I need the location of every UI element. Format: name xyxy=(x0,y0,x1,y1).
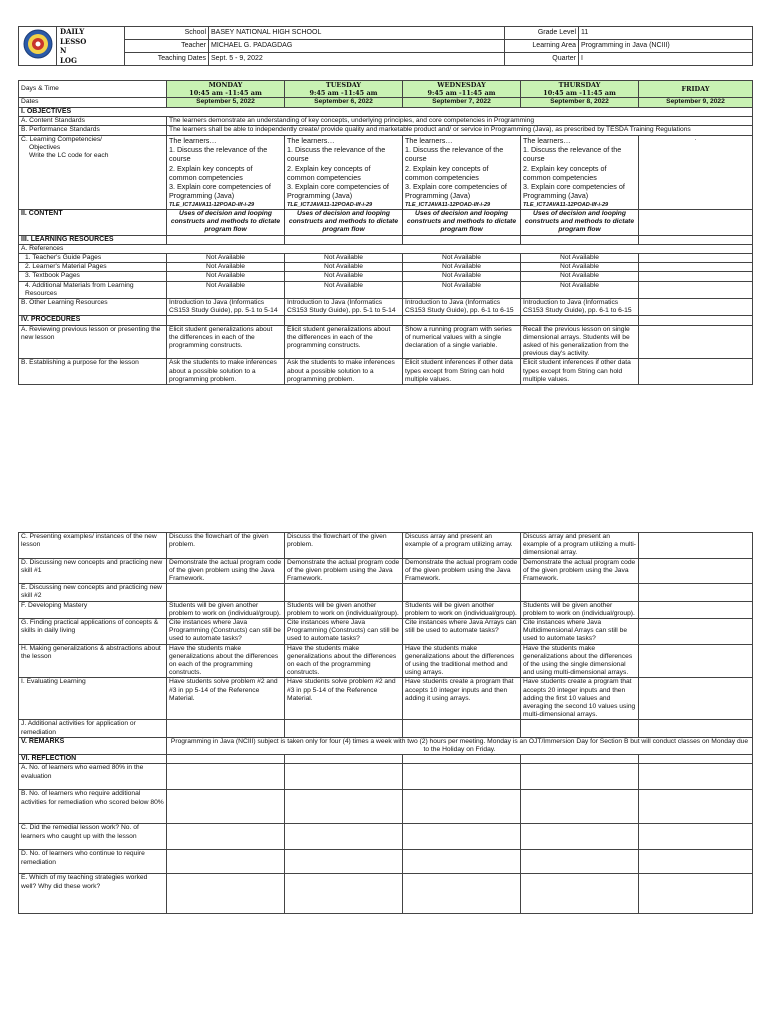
empty-cell xyxy=(167,584,285,601)
empty-cell xyxy=(167,850,285,874)
lc-code: TLE_ICTJAVA11-12POAD-IIf-i-29 xyxy=(523,201,609,208)
teacher-value: MICHAEL G. PADAGDAG xyxy=(209,40,505,53)
competencies-cell xyxy=(285,135,403,209)
objectives-heading: I. OBJECTIVES xyxy=(19,108,753,117)
procedure-a-cell: Show a running program with series of numerical values with a single declaration of a single variable. xyxy=(403,325,521,359)
competencies-cell xyxy=(521,135,639,209)
seal-icon xyxy=(23,29,53,59)
date-cell: September 8, 2022 xyxy=(521,98,639,108)
days-row xyxy=(19,81,753,98)
empty-cell xyxy=(285,235,403,244)
procedure-d-cell: Demonstrate the actual program code of the given problem using the Java Framework. xyxy=(521,558,639,584)
not-available: Not Available xyxy=(167,263,285,272)
lc-label-line: C. Learning Competencies/ xyxy=(21,135,103,143)
procedure-g-cell: Cite instances where Java Programming (Constructs) can still be used to automate tasks? xyxy=(167,619,285,645)
not-available: Not Available xyxy=(521,263,639,272)
day-monday xyxy=(167,81,285,98)
procedure-b-cell: Elicit student inferences if other data types except from String can hold multiple values. xyxy=(521,359,639,385)
empty-cell xyxy=(639,298,753,315)
empty-cell xyxy=(521,720,639,737)
procedure-f-cell: Students will be given another problem to work on (individual/group). xyxy=(285,601,403,618)
procedure-h-cell: Have the students make generalizations about the differences on each of the programming constructs. xyxy=(167,644,285,678)
area-value: Programming in Java (NCIII) xyxy=(579,40,753,53)
procedure-a-cell: Elicit student generalizations about the differences in each of the programming constructs. xyxy=(167,325,285,359)
empty-cell xyxy=(639,533,753,559)
content-standards-text: The learners demonstrate an understanding of key concepts, underlying principles, and core competencies in Programming xyxy=(167,117,753,126)
performance-standards-label: B. Performance Standards xyxy=(19,126,167,135)
procedure-b-cell: Elicit student inferences if other data types except from String can hold multiple values. xyxy=(403,359,521,385)
empty-cell xyxy=(639,720,753,737)
procedure-i-label: I. Evaluating Learning xyxy=(19,678,167,720)
reflection-e-label: E. Which of my teaching strategies worked well? Why did these work? xyxy=(19,874,167,914)
empty-cell xyxy=(639,619,753,645)
empty-cell xyxy=(639,790,753,824)
empty-cell xyxy=(639,209,753,235)
content-text: Uses of decision and looping constructs and methods to dictate program flow xyxy=(285,209,403,235)
not-available: Not Available xyxy=(403,263,521,272)
empty-cell xyxy=(403,850,521,874)
procedure-c-cell: Discuss the flowchart of the given problem. xyxy=(167,533,285,559)
reflection-d-label: D. No. of learners who continue to require remediation xyxy=(19,850,167,874)
empty-cell xyxy=(639,678,753,720)
not-available: Not Available xyxy=(521,272,639,281)
procedure-i-cell: Have students solve problem #2 and #3 in pp 5-14 of the Reference Material. xyxy=(285,678,403,720)
procedure-i-cell: Have students create a program that accepts 10 integer inputs and then adding it using arrays. xyxy=(403,678,521,720)
empty-cell xyxy=(167,824,285,850)
empty-cell xyxy=(167,316,285,325)
dll-table-page-2 xyxy=(18,532,753,914)
content-text: Uses of decision and looping constructs and methods to dictate program flow xyxy=(403,209,521,235)
empty-cell xyxy=(639,359,753,385)
header-table xyxy=(18,26,753,66)
deped-seal xyxy=(19,27,57,66)
performance-standards-text: The learners shall be able to independently create/ provide quality and marketable product and/ or service in Programming (Java), as prescribed by TESDA Training Regulations xyxy=(167,126,753,135)
day-thursday xyxy=(521,81,639,98)
procedure-d-cell: Demonstrate the actual program code of the given problem using the Java Framework. xyxy=(403,558,521,584)
empty-cell xyxy=(285,720,403,737)
lc-text: The learners… 1. Discuss the relevance of the course 2. Explain key concepts of common competencies 3. Explain core competencies of Programming (Java) xyxy=(523,135,625,201)
lc-text: The learners… 1. Discuss the relevance of the course 2. Explain key concepts of common competencies 3. Explain core competencies of Programming (Java) xyxy=(287,135,389,201)
procedure-e-label: E. Discussing new concepts and practicing new skill #2 xyxy=(19,584,167,601)
day-time: 10:45 am -11:45 am xyxy=(189,89,262,97)
empty-cell xyxy=(403,755,521,764)
empty-cell xyxy=(639,850,753,874)
procedure-d-cell: Demonstrate the actual program code of the given problem using the Java Framework. xyxy=(285,558,403,584)
not-available: Not Available xyxy=(167,272,285,281)
empty-cell xyxy=(639,764,753,790)
empty-cell xyxy=(167,874,285,914)
empty-cell xyxy=(403,584,521,601)
page-one xyxy=(18,26,752,385)
procedure-b-cell: Ask the students to make inferences about a possible solution to a programming problem. xyxy=(285,359,403,385)
procedure-h-cell: Have the students make generalizations about the differences of the using the single dimensional and using multi-dimensional arrays. xyxy=(521,644,639,678)
lc-code: TLE_ICTJAVA11-12POAD-IIf-i-29 xyxy=(169,201,255,208)
empty-cell xyxy=(521,850,639,874)
day-time: 9:45 am -11:45 am xyxy=(427,89,496,97)
dates-value: Sept. 5 - 9, 2022 xyxy=(209,53,505,66)
competencies-label xyxy=(19,135,167,209)
teachers-guide-label: 1. Teacher's Guide Pages xyxy=(19,253,167,262)
empty-cell xyxy=(639,253,753,262)
reflection-b-label: B. No. of learners who require additional activities for remediation who scored below 80% xyxy=(19,790,167,824)
empty-cell xyxy=(521,764,639,790)
procedure-b-label: B. Establishing a purpose for the lesson xyxy=(19,359,167,385)
procedure-h-label: H. Making generalizations & abstractions about the lesson xyxy=(19,644,167,678)
not-available: Not Available xyxy=(167,253,285,262)
competencies-row xyxy=(19,135,753,209)
not-available: Not Available xyxy=(285,281,403,298)
lc-text: The learners… 1. Discuss the relevance of the course 2. Explain key concepts of common competencies 3. Explain core competencies of Programming (Java) xyxy=(169,135,271,201)
dates-row xyxy=(19,98,753,108)
not-available: Not Available xyxy=(285,272,403,281)
empty-cell xyxy=(285,755,403,764)
not-available: Not Available xyxy=(285,253,403,262)
other-resource: Introduction to Java (Informatics CS153 Study Guide), pp. 5-1 to 5-14 xyxy=(285,298,403,315)
empty-cell xyxy=(639,824,753,850)
empty-cell xyxy=(639,263,753,272)
empty-cell xyxy=(167,720,285,737)
empty-cell xyxy=(403,316,521,325)
procedure-d-cell: Demonstrate the actual program code of the given problem using the Java Framework. xyxy=(167,558,285,584)
page-two xyxy=(18,532,752,914)
date-cell: September 7, 2022 xyxy=(403,98,521,108)
content-row xyxy=(19,209,753,235)
procedures-heading: IV. PROCEDURES xyxy=(19,316,167,325)
procedure-c-cell: Discuss the flowchart of the given problem. xyxy=(285,533,403,559)
empty-cell xyxy=(639,272,753,281)
procedure-f-cell: Students will be given another problem to work on (individual/group). xyxy=(167,601,285,618)
title-line: DAILY xyxy=(60,27,85,36)
empty-cell xyxy=(403,790,521,824)
procedure-d-label: D. Discussing new concepts and practicing new skill #1 xyxy=(19,558,167,584)
remarks-text: Programming in Java (NCIII) subject is taken only for four (4) times a week with two (2) hours per meeting. Monday is an OJT/Immersion Day for Section B but will conduct classes on Monday due to the Holiday on Friday. xyxy=(167,737,753,754)
empty-cell xyxy=(285,874,403,914)
empty-cell xyxy=(639,558,753,584)
empty-cell xyxy=(639,584,753,601)
empty-cell xyxy=(521,874,639,914)
references-label: A. References xyxy=(19,244,753,253)
resources-heading: III. LEARNING RESOURCES xyxy=(19,235,167,244)
day-name: MONDAY xyxy=(208,81,243,89)
not-available: Not Available xyxy=(285,263,403,272)
procedure-g-cell: Cite instances where Java Programming (Constructs) can still be used to automate tasks? xyxy=(285,619,403,645)
empty-cell xyxy=(285,584,403,601)
empty-cell xyxy=(639,601,753,618)
date-cell: September 6, 2022 xyxy=(285,98,403,108)
procedure-a-cell: Recall the previous lesson on single dimensional arrays. Students will be asked of his generalization from the previous day's activity. xyxy=(521,325,639,359)
dll-table-page-1 xyxy=(18,80,753,385)
procedure-j-label: J. Additional activities for application or remediation xyxy=(19,720,167,737)
day-wednesday xyxy=(403,81,521,98)
content-text: Uses of decision and looping constructs and methods to dictate program flow xyxy=(167,209,285,235)
not-available: Not Available xyxy=(403,281,521,298)
procedure-f-label: F. Developing Mastery xyxy=(19,601,167,618)
procedure-a-label: A. Reviewing previous lesson or presenting the new lesson xyxy=(19,325,167,359)
procedure-f-cell: Students will be given another problem to work on (individual/group). xyxy=(403,601,521,618)
not-available: Not Available xyxy=(521,253,639,262)
empty-cell xyxy=(639,644,753,678)
day-time: 9:45 am -11:45 am xyxy=(309,89,378,97)
procedure-h-cell: Have the students make generalizations about the differences on each of the programming constructs. xyxy=(285,644,403,678)
day-time: 10:45 am -11:45 am xyxy=(543,89,616,97)
date-cell: September 9, 2022 xyxy=(639,98,753,108)
day-name: TUESDAY xyxy=(325,81,362,89)
other-resource: Introduction to Java (Informatics CS153 Study Guide), pp. 6-1 to 6-15 xyxy=(403,298,521,315)
procedure-g-label: G. Finding practical applications of concepts & skills in daily living xyxy=(19,619,167,645)
procedure-g-cell: Cite instances where Java Multidimensional Arrays can still be used to automate tasks? xyxy=(521,619,639,645)
procedure-a-cell: Elicit student generalizations about the differences in each of the programming constructs. xyxy=(285,325,403,359)
empty-cell xyxy=(285,790,403,824)
school-value: BASEY NATIONAL HIGH SCHOOL xyxy=(209,27,505,40)
quarter-label: Quarter xyxy=(505,53,579,66)
empty-cell xyxy=(403,720,521,737)
learners-material-label: 2. Learner's Material Pages xyxy=(19,263,167,272)
day-name: WEDNESDAY xyxy=(437,81,486,89)
not-available: Not Available xyxy=(403,253,521,262)
dates-label: Teaching Dates xyxy=(125,53,209,66)
empty-cell xyxy=(285,850,403,874)
empty-cell xyxy=(521,584,639,601)
empty-cell xyxy=(521,235,639,244)
empty-cell xyxy=(285,824,403,850)
day-name: FRIDAY xyxy=(681,85,710,93)
procedure-c-cell: Discuss array and present an example of a program utilizing a multi-dimensional array. xyxy=(521,533,639,559)
lc-label-line: Write the LC code for each xyxy=(29,152,109,160)
school-label: School xyxy=(125,27,209,40)
not-available: Not Available xyxy=(521,281,639,298)
date-cell: September 5, 2022 xyxy=(167,98,285,108)
title-line: LOG xyxy=(60,55,77,65)
area-label: Learning Area xyxy=(505,40,579,53)
competencies-cell xyxy=(403,135,521,209)
empty-cell xyxy=(639,874,753,914)
empty-cell xyxy=(285,764,403,790)
empty-cell xyxy=(639,755,753,764)
title-line: N xyxy=(60,46,67,55)
procedure-c-label: C. Presenting examples/ instances of the new lesson xyxy=(19,533,167,559)
quarter-value: I xyxy=(579,53,753,66)
empty-cell xyxy=(167,764,285,790)
procedure-g-cell: Cite instances where Java Arrays can still be used to automate tasks? xyxy=(403,619,521,645)
grade-label: Grade Level xyxy=(505,27,579,40)
reflection-c-label: C. Did the remedial lesson work? No. of learners who caught up with the lesson xyxy=(19,824,167,850)
empty-cell xyxy=(403,874,521,914)
day-tuesday xyxy=(285,81,403,98)
additional-materials-label: 4. Additional Materials from Learning Resources xyxy=(19,281,167,298)
content-heading: II. CONTENT xyxy=(19,209,167,235)
lc-text: The learners… 1. Discuss the relevance of the course 2. Explain key concepts of common competencies 3. Explain core competencies of Programming (Java) xyxy=(405,135,507,201)
dll-title xyxy=(57,27,125,66)
empty-cell xyxy=(639,281,753,298)
empty-cell xyxy=(167,790,285,824)
days-label: Days & Time xyxy=(19,81,167,98)
procedure-c-cell: Discuss array and present an example of a program utilizing array. xyxy=(403,533,521,559)
not-available: Not Available xyxy=(167,281,285,298)
empty-cell xyxy=(639,235,753,244)
friday-competencies: · xyxy=(639,135,753,209)
not-available: Not Available xyxy=(403,272,521,281)
teacher-label: Teacher xyxy=(125,40,209,53)
grade-value: 11 xyxy=(579,27,753,40)
empty-cell xyxy=(167,235,285,244)
content-standards-label: A. Content Standards xyxy=(19,117,167,126)
other-resources-label: B. Other Learning Resources xyxy=(19,298,167,315)
procedure-i-cell: Have students create a program that accepts 20 integer inputs and then adding the first 10 values and averaging the second 10 values using multi-dimensional arrays. xyxy=(521,678,639,720)
procedure-f-cell: Students will be given another problem to work on (individual/group). xyxy=(521,601,639,618)
other-resource: Introduction to Java (Informatics CS153 Study Guide), pp. 6-1 to 6-15 xyxy=(521,298,639,315)
empty-cell xyxy=(403,235,521,244)
empty-cell xyxy=(521,755,639,764)
other-resource: Introduction to Java (Informatics CS153 Study Guide), pp. 5-1 to 5-14 xyxy=(167,298,285,315)
lc-code: TLE_ICTJAVA11-12POAD-IIf-i-29 xyxy=(287,201,373,208)
empty-cell xyxy=(521,790,639,824)
empty-cell xyxy=(167,755,285,764)
empty-cell xyxy=(403,824,521,850)
empty-cell xyxy=(403,764,521,790)
lc-label-line: Objectives xyxy=(29,143,61,151)
day-name: THURSDAY xyxy=(558,81,601,89)
empty-cell xyxy=(521,316,639,325)
procedure-h-cell: Have the students make generalizations about the differences of using the traditional method and using arrays. xyxy=(403,644,521,678)
dates-row-label: Dates xyxy=(19,98,167,108)
content-text: Uses of decision and looping constructs and methods to dictate program flow xyxy=(521,209,639,235)
empty-cell xyxy=(639,316,753,325)
procedure-i-cell: Have students solve problem #2 and #3 in pp 5-14 of the Reference Material. xyxy=(167,678,285,720)
competencies-cell xyxy=(167,135,285,209)
day-friday xyxy=(639,81,753,98)
empty-cell xyxy=(639,325,753,359)
empty-cell xyxy=(285,316,403,325)
empty-cell xyxy=(521,824,639,850)
textbook-pages-label: 3. Textbook Pages xyxy=(19,272,167,281)
title-line: LESSO xyxy=(60,36,87,46)
remarks-heading: V. REMARKS xyxy=(19,737,167,754)
lc-code: TLE_ICTJAVA11-12POAD-IIf-i-29 xyxy=(405,201,491,208)
reflection-heading: VI. REFLECTION xyxy=(19,755,167,764)
procedure-b-cell: Ask the students to make inferences about a possible solution to a programming problem. xyxy=(167,359,285,385)
reflection-a-label: A. No. of learners who earned 80% in the evaluation xyxy=(19,764,167,790)
